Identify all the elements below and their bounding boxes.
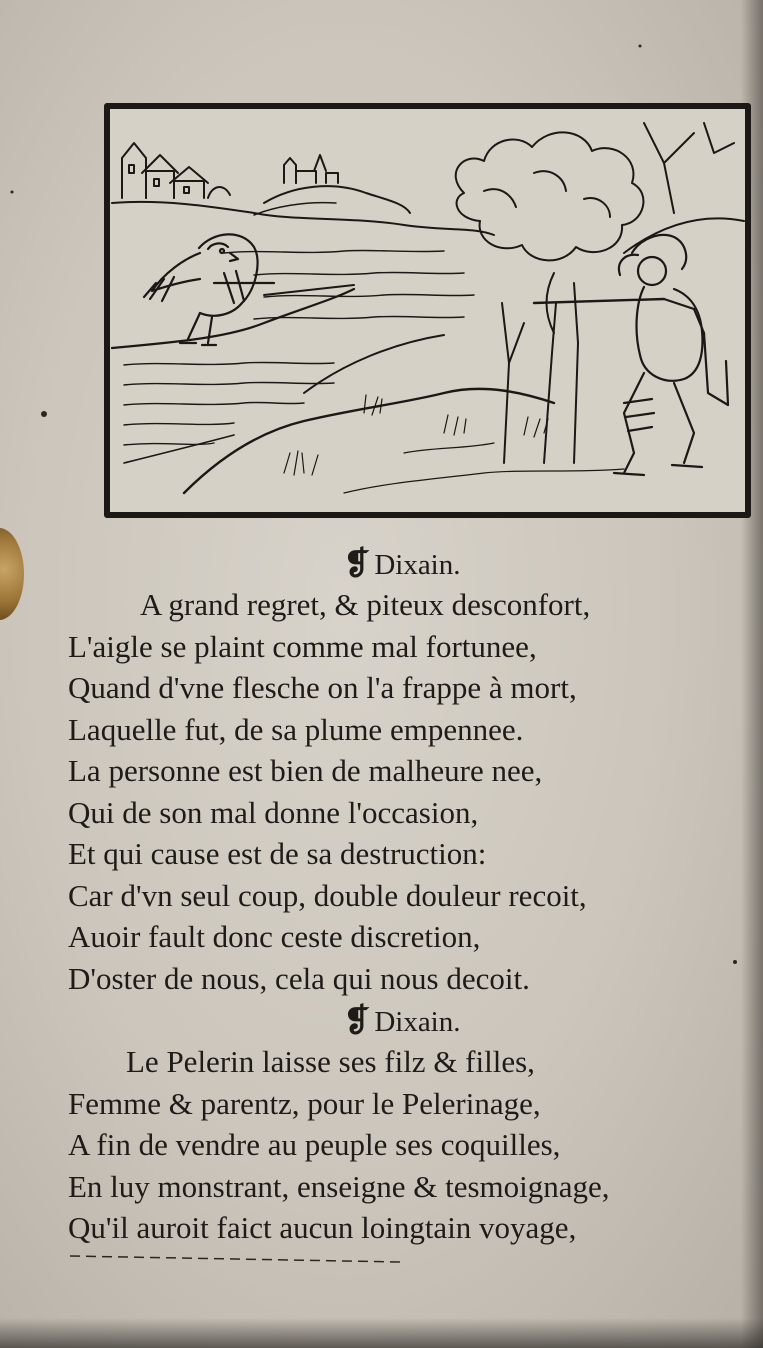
- verse-line: Auoir fault donc ceste discretion,: [68, 919, 481, 954]
- verse-line: A fin de vendre au peuple ses coquilles,: [68, 1127, 561, 1162]
- verse-line: D'oster de nous, cela qui nous decoit.: [68, 960, 530, 996]
- poem-heading: [68, 999, 718, 1041]
- pilcrow-icon: ❡: [343, 1002, 371, 1038]
- heading-label: Dixain.: [374, 1006, 461, 1038]
- poem-text: [68, 542, 718, 1249]
- verse-line: Quand d'vne flesche on l'a frappe à mort,: [68, 670, 577, 705]
- heading-label: Dixain.: [374, 549, 461, 581]
- verse-line: La personne est bien de malheure nee,: [68, 753, 543, 788]
- pilcrow-icon: ❡: [343, 545, 371, 581]
- poem-heading: [68, 542, 718, 584]
- verse-line: Et qui cause est de sa destruction:: [68, 836, 487, 871]
- verse-line: Laquelle fut, de sa plume empennee.: [68, 711, 524, 747]
- verse-line: A grand regret, & piteux desconfort,: [140, 587, 591, 622]
- verse-line: En luy monstrant, enseigne & tesmoignage,: [68, 1168, 610, 1204]
- page-bottom-shadow: [0, 1318, 763, 1348]
- verse-line: Qu'il auroit faict aucun loingtain voyage,: [68, 1210, 577, 1245]
- verse-line: Femme & parentz, pour le Pelerinage,: [68, 1085, 541, 1121]
- verse-line: Le Pelerin laisse ses filz & filles,: [126, 1044, 535, 1079]
- verse-line: L'aigle se plaint comme mal fortunee,: [68, 628, 537, 664]
- brass-clasp: [0, 528, 24, 620]
- verse-line: Qui de son mal donne l'occasion,: [68, 794, 479, 830]
- woodcut-illustration: [104, 103, 751, 518]
- verse-line: Car d'vn seul coup, double douleur recoit,: [68, 877, 587, 913]
